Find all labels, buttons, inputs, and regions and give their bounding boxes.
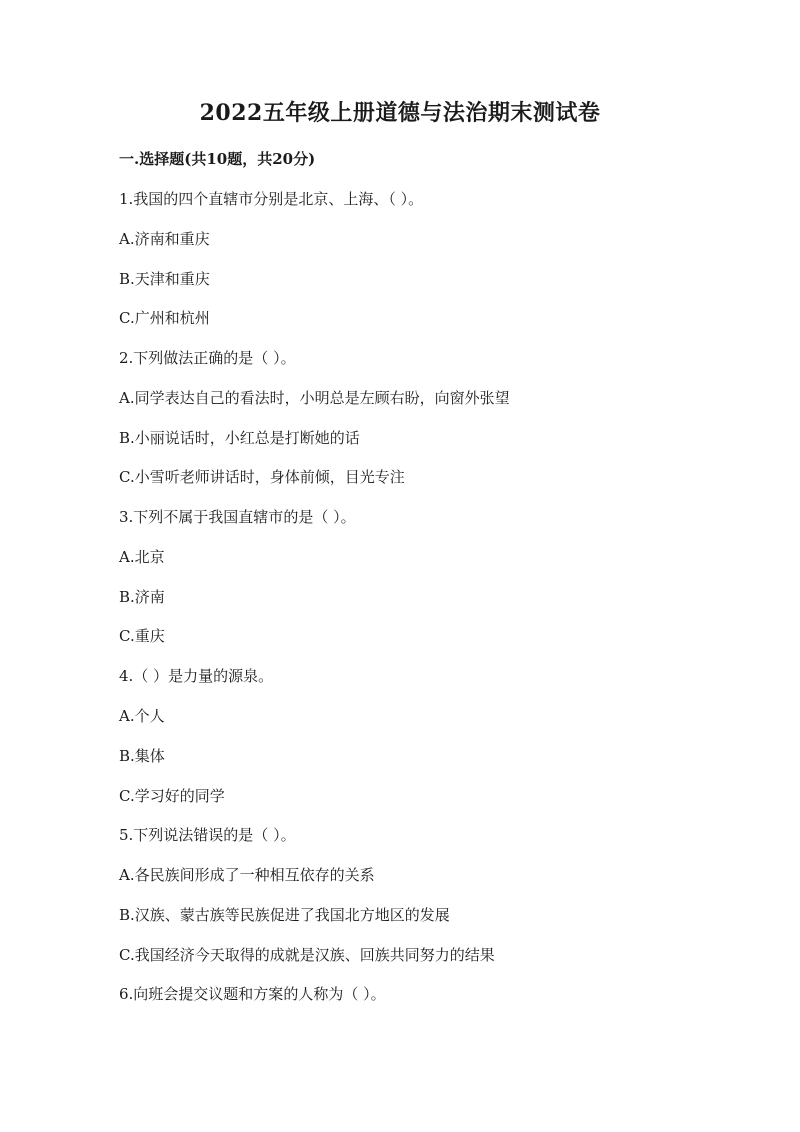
question-4-option-b: B.集体 xyxy=(119,747,165,765)
question-2-option-b: B.小丽说话时，小红总是打断她的话 xyxy=(119,429,360,447)
question-4-option-c: C.学习好的同学 xyxy=(119,787,225,805)
question-stem-5: 5.下列说法错误的是（ ）。 xyxy=(119,826,296,844)
question-5-option-c: C.我国经济今天取得的成就是汉族、回族共同努力的结果 xyxy=(119,946,495,964)
section-heading: 一.选择题(共10题，共20分) xyxy=(119,150,316,168)
question-1-option-a: A.济南和重庆 xyxy=(119,230,210,248)
question-stem-4: 4.（ ）是力量的源泉。 xyxy=(119,667,274,685)
question-stem-2: 2.下列做法正确的是（ ）。 xyxy=(119,349,296,367)
question-1-option-b: B.天津和重庆 xyxy=(119,270,210,288)
question-stem-1: 1.我国的四个直辖市分别是北京、上海、（ ）。 xyxy=(119,190,424,208)
question-3-option-a: A.北京 xyxy=(119,548,165,566)
question-2-option-a: A.同学表达自己的看法时，小明总是左顾右盼，向窗外张望 xyxy=(119,389,510,407)
question-5-option-b: B.汉族、蒙古族等民族促进了我国北方地区的发展 xyxy=(119,906,450,924)
question-2-option-c: C.小雪听老师讲话时，身体前倾，目光专注 xyxy=(119,468,405,486)
question-stem-6: 6.向班会提交议题和方案的人称为（ ）。 xyxy=(119,985,386,1003)
question-4-option-a: A.个人 xyxy=(119,707,165,725)
document-title: 2022五年级上册道德与法治期末测试卷 xyxy=(199,100,601,126)
question-1-option-c: C.广州和杭州 xyxy=(119,309,210,327)
question-3-option-c: C.重庆 xyxy=(119,627,165,645)
question-5-option-a: A.各民族间形成了一种相互依存的关系 xyxy=(119,866,375,884)
question-stem-3: 3.下列不属于我国直辖市的是（ ）。 xyxy=(119,508,356,526)
question-3-option-b: B.济南 xyxy=(119,588,165,606)
